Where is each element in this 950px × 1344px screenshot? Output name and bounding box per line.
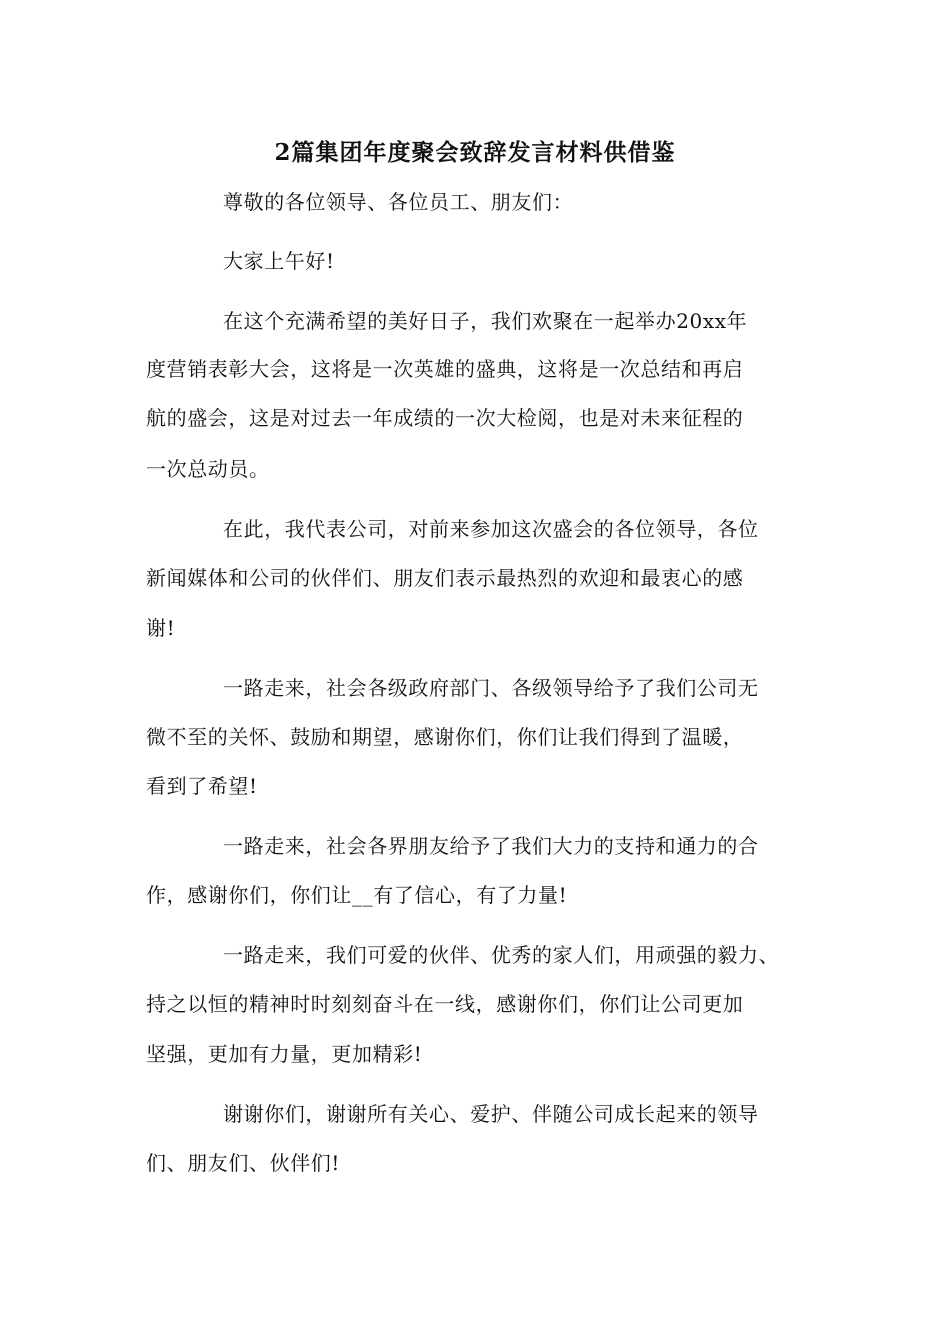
paragraph-line: 坚强，更加有力量，更加精彩! bbox=[146, 1042, 423, 1066]
paragraph-line: 一路走来，社会各界朋友给予了我们大力的支持和通力的合 bbox=[223, 834, 759, 858]
paragraph-line: 一路走来，我们可爱的伙伴、优秀的家人们，用顽强的毅力、 bbox=[223, 943, 780, 967]
document-title: 2篇集团年度聚会致辞发言材料供借鉴 bbox=[274, 139, 676, 166]
paragraph-line: 谢谢你们，谢谢所有关心、爱护、伴随公司成长起来的领导 bbox=[223, 1102, 759, 1126]
paragraph-line: 在此，我代表公司，对前来参加这次盛会的各位领导，各位 bbox=[223, 517, 759, 541]
paragraph-line: 尊敬的各位领导、各位员工、朋友们： bbox=[223, 190, 574, 214]
paragraph-line: 一次总动员。 bbox=[146, 457, 270, 481]
paragraph-line: 们、朋友们、伙伴们! bbox=[146, 1151, 341, 1175]
paragraph-line: 在这个充满希望的美好日子，我们欢聚在一起举办20xx年 bbox=[223, 309, 748, 333]
paragraph-line: 航的盛会，这是对过去一年成绩的一次大检阅，也是对未来征程的 bbox=[146, 406, 744, 430]
paragraph-line: 新闻媒体和公司的伙伴们、朋友们表示最热烈的欢迎和最衷心的感 bbox=[146, 566, 744, 590]
paragraph-line: 谢! bbox=[146, 616, 176, 640]
paragraph-line: 作，感谢你们，你们让__有了信心，有了力量! bbox=[146, 883, 568, 907]
paragraph-line: 持之以恒的精神时时刻刻奋斗在一线，感谢你们，你们让公司更加 bbox=[146, 992, 744, 1016]
paragraph-line: 微不至的关怀、鼓励和期望，感谢你们，你们让我们得到了温暖， bbox=[146, 725, 744, 749]
paragraph-line: 一路走来，社会各级政府部门、各级领导给予了我们公司无 bbox=[223, 676, 759, 700]
paragraph-line: 大家上午好! bbox=[223, 249, 335, 273]
paragraph-line: 度营销表彰大会，这将是一次英雄的盛典，这将是一次总结和再启 bbox=[146, 357, 744, 381]
paragraph-line: 看到了希望! bbox=[146, 774, 258, 798]
